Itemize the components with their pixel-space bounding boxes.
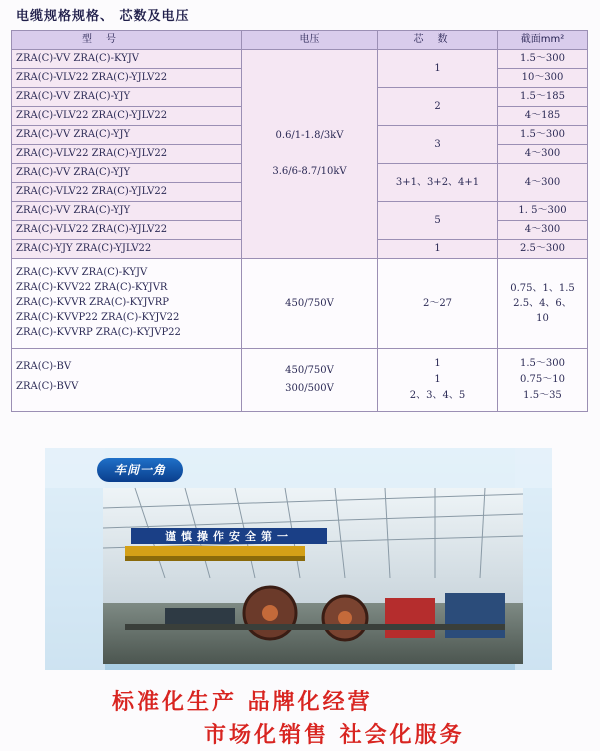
safety-banner bbox=[131, 528, 327, 544]
section-cell: 1.5～300 bbox=[498, 50, 588, 69]
section-line: 10 bbox=[536, 313, 549, 324]
model-line: ZRA(C)-BV bbox=[16, 361, 72, 372]
workshop-photo bbox=[45, 448, 552, 670]
workshop-badge: 车间一角 bbox=[97, 458, 183, 482]
factory-interior bbox=[103, 488, 523, 664]
cores-cell: 2～27 bbox=[378, 259, 498, 349]
model-cell: ZRA(C)-VLV22 ZRA(C)-YJLV22 bbox=[12, 183, 242, 202]
model-line: ZRA(C)-KVVP22 ZRA(C)-KYJV22 bbox=[16, 312, 180, 323]
banner-text: 谨慎操作安全第一 bbox=[165, 530, 293, 543]
slogan-line-1: 标准化生产 品牌化经营 bbox=[112, 690, 373, 715]
header-section: 截面mm² bbox=[498, 31, 588, 50]
model-cell: ZRA(C)-VLV22 ZRA(C)-YJLV22 bbox=[12, 69, 242, 88]
voltage-line-2: 3.6/6-8.7/10kV bbox=[272, 166, 347, 177]
section-cell: 4～185 bbox=[498, 107, 588, 126]
cores-cell: 1 bbox=[378, 50, 498, 88]
cores-cell: 3 bbox=[378, 126, 498, 164]
model-line: ZRA(C)-KVVRP ZRA(C)-KYJVP22 bbox=[16, 327, 181, 338]
cores-line: 2、3、4、5 bbox=[409, 390, 466, 401]
voltage-line: 300/500V bbox=[285, 383, 334, 394]
slogan-line-2: 市场化销售 社会化服务 bbox=[204, 723, 465, 748]
table-row bbox=[12, 50, 588, 69]
section-line: 2.5、4、6、 bbox=[513, 298, 572, 309]
model-cell: ZRA(C)-VLV22 ZRA(C)-YJLV22 bbox=[12, 221, 242, 240]
cores-cell: 2 bbox=[378, 88, 498, 126]
model-cell: ZRA(C)-VLV22 ZRA(C)-YJLV22 bbox=[12, 145, 242, 164]
cores-line: 1 bbox=[434, 374, 441, 385]
model-cell: ZRA(C)-VV ZRA(C)-YJY bbox=[12, 88, 242, 107]
model-cell-multi bbox=[12, 259, 242, 349]
model-cell: ZRA(C)-VV ZRA(C)-YJY bbox=[12, 202, 242, 221]
section-line: 1.5～300 bbox=[520, 358, 565, 369]
section-cell: 1.5～185 bbox=[498, 88, 588, 107]
voltage-cell-block1 bbox=[242, 50, 378, 259]
section-cell: 4～300 bbox=[498, 164, 588, 202]
header-voltage: 电压 bbox=[242, 31, 378, 50]
model-cell-multi bbox=[12, 349, 242, 412]
model-line: ZRA(C)-KVVR ZRA(C)-KYJVRP bbox=[16, 297, 169, 308]
model-line: ZRA(C)-KVV22 ZRA(C)-KYJVR bbox=[16, 282, 168, 293]
section-cell: 4～300 bbox=[498, 145, 588, 164]
section-line: 1.5～35 bbox=[523, 390, 562, 401]
model-cell: ZRA(C)-VLV22 ZRA(C)-YJLV22 bbox=[12, 107, 242, 126]
section-cell: 4～300 bbox=[498, 221, 588, 240]
section-cell: 1.5～300 bbox=[498, 126, 588, 145]
header-model: 型号 bbox=[12, 31, 242, 50]
table-row-control-cables bbox=[12, 259, 588, 349]
cores-cell: 1 bbox=[378, 240, 498, 259]
model-cell: ZRA(C)-VV ZRA(C)-YJY bbox=[12, 126, 242, 145]
section-line: 0.75、1、1.5 bbox=[510, 283, 575, 294]
cores-cell: 5 bbox=[378, 202, 498, 240]
voltage-line-1: 0.6/1-1.8/3kV bbox=[275, 130, 344, 141]
voltage-cell-multi bbox=[242, 349, 378, 412]
page-heading: 电缆规格规格、 芯数及电压 bbox=[16, 9, 190, 24]
header-cores: 芯数 bbox=[378, 31, 498, 50]
voltage-cell: 450/750V bbox=[242, 259, 378, 349]
cores-cell: 3+1、3+2、4+1 bbox=[378, 164, 498, 202]
model-cell: ZRA(C)-VV ZRA(C)-YJY bbox=[12, 164, 242, 183]
cores-line: 1 bbox=[434, 358, 441, 369]
section-cell-multi bbox=[498, 349, 588, 412]
model-cell: ZRA(C)-YJY ZRA(C)-YJLV22 bbox=[12, 240, 242, 259]
model-cell: ZRA(C)-VV ZRA(C)-KYJV bbox=[12, 50, 242, 69]
model-line: ZRA(C)-KVV ZRA(C)-KYJV bbox=[16, 267, 148, 278]
table-row-building-wires bbox=[12, 349, 588, 412]
cable-spec-table bbox=[11, 30, 588, 412]
section-cell-multi bbox=[498, 259, 588, 349]
section-cell: 1. 5～300 bbox=[498, 202, 588, 221]
table-header-row bbox=[12, 31, 588, 50]
section-cell: 10～300 bbox=[498, 69, 588, 88]
cores-cell-multi bbox=[378, 349, 498, 412]
voltage-line: 450/750V bbox=[285, 365, 334, 376]
model-line: ZRA(C)-BVV bbox=[16, 381, 79, 392]
section-line: 0.75～10 bbox=[520, 374, 565, 385]
section-cell: 2.5～300 bbox=[498, 240, 588, 259]
